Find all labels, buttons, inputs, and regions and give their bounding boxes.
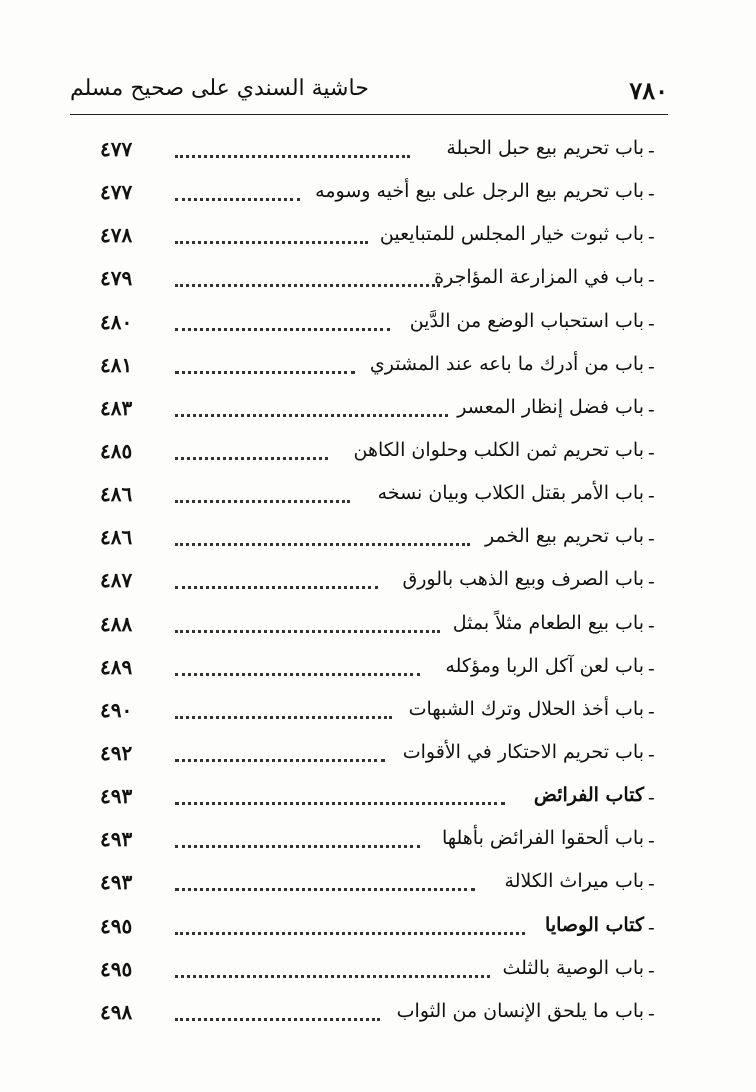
entry-dash: - <box>648 224 655 249</box>
toc-section-title: باب ألحقوا الفرائض بأهلها <box>441 827 644 850</box>
toc-page-number: ٤٨٨ <box>100 611 133 636</box>
toc-entry <box>0 953 756 996</box>
running-header <box>70 74 668 115</box>
toc-entry <box>0 478 756 521</box>
dot-leader <box>175 928 525 935</box>
dot-leader <box>175 582 378 589</box>
toc-section-title: باب الصرف وبيع الذهب بالورق <box>402 568 644 591</box>
book-title: حاشية السندي على صحيح مسلم <box>70 76 369 101</box>
dot-leader <box>175 453 328 460</box>
table-of-contents <box>0 133 756 1039</box>
dot-leader <box>175 496 350 503</box>
toc-page-number: ٤٨٧ <box>100 568 133 593</box>
dot-leader <box>175 884 475 891</box>
toc-page-number: ٤٨٥ <box>100 438 133 463</box>
toc-entry <box>0 737 756 780</box>
entry-dash: - <box>648 785 655 810</box>
dot-leader <box>175 798 505 805</box>
toc-entry <box>0 521 756 564</box>
entry-dash: - <box>648 612 655 637</box>
entry-dash: - <box>648 828 655 853</box>
dot-leader <box>175 324 390 331</box>
dot-leader <box>175 841 420 848</box>
toc-page-number: ٤٩٢ <box>100 740 133 765</box>
entry-dash: - <box>648 698 655 723</box>
toc-page-number: ٤٨٩ <box>100 654 133 679</box>
toc-section-title: باب ثبوت خيار المجلس للمتبايعين <box>379 223 644 246</box>
toc-section-title: باب تحريم بيع الرجل على بيع أخيه وسومه <box>315 180 644 203</box>
toc-entry <box>0 996 756 1039</box>
toc-page-number: ٤٧٨ <box>100 223 133 248</box>
entry-dash: - <box>648 483 655 508</box>
entry-dash: - <box>648 267 655 292</box>
toc-page-number: ٤٨٣ <box>100 395 133 420</box>
toc-entry <box>0 392 756 435</box>
toc-page-number: ٤٩٣ <box>100 870 133 895</box>
toc-entry <box>0 435 756 478</box>
entry-dash: - <box>648 396 655 421</box>
toc-entry <box>0 608 756 651</box>
entry-dash: - <box>648 138 655 162</box>
entry-dash: - <box>648 353 655 378</box>
toc-page-number: ٤٩٣ <box>100 827 133 852</box>
dot-leader <box>175 539 470 546</box>
toc-entry <box>0 910 756 953</box>
toc-section-title: باب تحريم ثمن الكلب وحلوان الكاهن <box>353 438 644 461</box>
dot-leader <box>175 194 300 201</box>
toc-entry <box>0 866 756 909</box>
toc-section-title: باب أخذ الحلال وترك الشبهات <box>408 697 644 720</box>
dot-leader <box>175 280 440 287</box>
entry-dash: - <box>648 569 655 594</box>
toc-entry <box>0 306 756 349</box>
dot-leader <box>175 626 440 633</box>
dot-leader <box>175 755 385 762</box>
toc-section-title: باب الأمر بقتل الكلاب وبيان نسخه <box>377 482 644 505</box>
toc-section-title: باب فضل إنظار المعسر <box>457 395 644 418</box>
toc-page-number: ٤٧٧ <box>100 180 133 205</box>
entry-dash: - <box>648 741 655 766</box>
entry-dash: - <box>648 181 655 206</box>
toc-section-title: باب بيع الطعام مثلاً بمثل <box>452 611 644 634</box>
toc-section-title: باب ما يلحق الإنسان من الثواب <box>396 999 644 1022</box>
toc-page-number: ٤٨٦ <box>100 525 133 550</box>
toc-section-title: باب استحباب الوضع من الدَّين <box>409 309 644 332</box>
dot-leader <box>175 151 410 158</box>
toc-entry <box>0 651 756 694</box>
toc-page-number: ٤٨١ <box>100 352 133 377</box>
dot-leader <box>175 712 392 719</box>
toc-chapter-title: كتاب الوصايا <box>545 913 644 936</box>
dot-leader <box>175 971 490 978</box>
toc-entry <box>0 262 756 305</box>
dot-leader <box>175 410 448 417</box>
entry-dash: - <box>648 439 655 464</box>
toc-page-number: ٤٧٩ <box>100 266 133 291</box>
toc-page-number: ٤٩٠ <box>100 697 133 722</box>
dot-leader <box>175 367 355 374</box>
toc-section-title: باب الوصية بالثلث <box>502 956 644 979</box>
toc-entry <box>0 823 756 866</box>
toc-section-title: باب تحريم الاحتكار في الأقوات <box>402 740 644 763</box>
toc-chapter-title: كتاب الفرائض <box>533 784 644 807</box>
entry-dash: - <box>648 914 655 939</box>
toc-page-number: ٤٨٠ <box>100 309 133 334</box>
toc-section-title: باب من أدرك ما باعه عند المشتري <box>369 352 644 375</box>
toc-page-number: ٤٩٥ <box>100 956 133 981</box>
entry-dash: - <box>648 1000 655 1025</box>
dot-leader <box>175 237 368 244</box>
toc-entry <box>0 694 756 737</box>
toc-page-number: ٤٩٥ <box>100 913 133 938</box>
toc-entry <box>0 780 756 823</box>
entry-dash: - <box>648 526 655 551</box>
toc-section-title: باب ميراث الكلالة <box>504 870 644 893</box>
toc-page-number: ٤٧٧ <box>100 137 133 161</box>
toc-entry <box>0 176 756 219</box>
toc-entry <box>0 564 756 607</box>
toc-entry <box>0 133 756 176</box>
entry-dash: - <box>648 310 655 335</box>
dot-leader <box>175 669 420 676</box>
toc-section-title: باب لعن آكل الربا ومؤكله <box>445 654 644 677</box>
entry-dash: - <box>648 655 655 680</box>
toc-section-title: باب تحريم بيع الخمر <box>485 525 644 548</box>
toc-entry <box>0 349 756 392</box>
toc-page-number: ٤٨٦ <box>100 482 133 507</box>
toc-section-title: باب في المزارعة المؤاجرة <box>434 266 644 289</box>
toc-entry <box>0 219 756 262</box>
page-number: ٧٨٠ <box>629 76 668 105</box>
toc-page-number: ٤٩٣ <box>100 784 133 809</box>
toc-section-title: باب تحريم بيع حبل الحبلة <box>446 137 644 159</box>
dot-leader <box>175 1014 380 1021</box>
toc-page-number: ٤٩٨ <box>100 999 133 1024</box>
entry-dash: - <box>648 957 655 982</box>
entry-dash: - <box>648 871 655 896</box>
